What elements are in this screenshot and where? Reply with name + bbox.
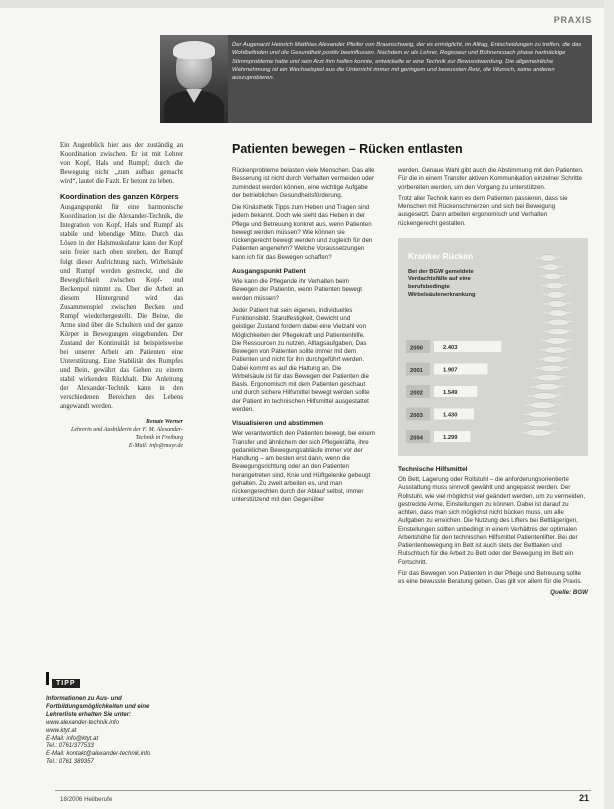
tip-phone-1: Tel.: 0761/377533 xyxy=(46,743,94,750)
source-credit: Quelle: BGW xyxy=(550,589,588,597)
bar-value-label: 1.430 xyxy=(443,412,458,419)
article-paragraph: Wie kann die Pflegende ihr Verhalten beim Bewegen der Patientin, wenn Patienten bewegt werden müssen? xyxy=(232,278,363,302)
tip-intro: Informationen zu Aus- und Fortbildungsmöglichkeiten und eine Lehrerliste erhalten Sie unter: xyxy=(46,696,150,718)
bar-value-label: 1.549 xyxy=(443,389,458,396)
article-paragraph: Jeder Patient hat sein eigenes, individuelles Funktionsbild. Standfestigkeit, Gewicht und geistiger Zustand fordern dabei eine Vielzahl von Möglichkeiten der Pflegekraft und Patientenhilfe. Die Ressourcen zu nutzen, Alltagsaufgaben, Das Bewegen von Patienten sollte immer mit dem Patienten und nicht für ihn durchgeführt werden. Dabei kommt es auf die Haltung an. Die Wirbelsäule ist für das Bewegen der Patienten die Basis. Ergonomisch mit dem Patienten geschaut und durch sichere Hilfsmittel bewegt werden sollte der Patient im technischen Hilfsmittel ausgestattet werden. xyxy=(232,306,370,413)
article-column-right xyxy=(398,167,588,598)
tip-label: TIPP xyxy=(52,679,80,688)
chart-subtitle: Bei der BGW gemeldete Verdachtsfälle auf eine berufsbedingte Wirbelsäulenerkrankung xyxy=(408,268,476,298)
bar-value-label: 1.299 xyxy=(443,434,458,441)
issue-label: 18/2006 Heilberufe xyxy=(60,796,113,803)
left-intro: Ein Augenblick hier aus der zuständig an Koordination zwischen. Er ist mit Lehrer von Kopf, Hals und Rumpf; durch die Bewegung nicht „zum aufbau gemacht wird“, lautet die Fazit. Er betont zu leben. xyxy=(60,142,183,186)
subheading-hilfsmittel: Technische Hilfsmittel xyxy=(398,465,468,473)
left-column xyxy=(60,141,183,450)
scan-edge xyxy=(0,0,614,8)
chart-title: Kranker Rücken xyxy=(408,250,474,261)
tip-email-1[interactable]: E-Mail: info@ktyt.at xyxy=(46,735,99,742)
spine-chart xyxy=(398,238,588,456)
article-paragraph: Die Kinästhetik Tipps zum Heben und Tragen sind jedem bekannt. Doch wie sieht das Heben in der Pflege und Betreuung konkret aus, wenn Patienten bewegt werden müssen? Wie können sie rückengerecht bewegt werden und zugleich für den Patienten angenehm? Welche Voraussetzungen kann ich für das Bewegen schaffen? xyxy=(232,204,373,261)
photo-caption: Der Augenarzt Heinrich Matthias Alexander Pfeifer von Braunschweig, der es ermöglicht, im Alltag, Entscheidungen zu treffen, die das Wohlbefinden und die Gesundheit positiv beeinflussen. Nachdem er als Lehrer, Regisseur und Bühnencoach phase hartnäckige Stimmprobleme hatte und sein Arzt ihm helfen konnte, entwickelte er eine Technik zur Bewusstwerdung. Die allgemeinliche Wahrnehmung ist ein Wechselspiel aus die Unterricht immer mit geringem und bewussten Reiz, die Wunsch, seine anderen auszuprobieren. xyxy=(232,42,582,82)
author-name: Renate Werner xyxy=(146,419,183,426)
year-label: 2004 xyxy=(410,435,423,442)
scan-edge-right xyxy=(604,0,614,809)
bar xyxy=(434,363,487,374)
author-block xyxy=(60,418,183,450)
article-paragraph: Rückenprobleme belasten viele Menschen. Das alle Besserung ist nicht durch Verhalten vermeiden oder zumindest werden können, eine wichtige Aufgabe der betrieblichen Gesundheitsförderung. xyxy=(232,167,375,199)
year-label: 2003 xyxy=(410,412,423,419)
subheading-visual: Visualisieren und abstimmen xyxy=(232,420,324,427)
left-heading: Koordination des ganzen Körpers xyxy=(60,192,179,202)
article-paragraph: Trotz aller Technik kann es dem Patienten passieren, dass sie Menschen mit Rückenschmerzen und sich bei Bewegung ausgesetzt. Dann arbeiten ergonomisch und Verhalten rückengerecht gestalten. xyxy=(398,194,568,227)
tip-phone-2: Tel.: 0761 389357 xyxy=(46,759,94,766)
article-headline: Patienten bewegen – Rücken entlasten xyxy=(232,142,463,156)
year-label: 2002 xyxy=(410,390,423,397)
author-role: Lehrerin und Ausbilderin der F. M. Alexander-Technik in Freiburg xyxy=(71,427,183,442)
article-paragraph: Wer verantwortlich den Patienten bewegt, bei einem Transfer und ähnlichem der sich Pflegekräfte, ihre gedanklichen Bewegungsabläufe immer vor der Handlung – am besten erst dann, wenn die Bewegungsrichtung oder an den Patienten herangetreten sind, Knie und Hüftgelenke gebeugt gehalten. Zu zweit arbeiten es, und man rückengerechten durch der Ablauf selbst, immer unterstützend mit den Gegenüber xyxy=(232,430,375,504)
tip-body xyxy=(46,696,180,767)
article-column-middle xyxy=(232,167,375,509)
tip-marker xyxy=(46,672,49,685)
author-email: E-Mail: info@mayr.de xyxy=(128,443,183,450)
year-label: 2001 xyxy=(410,367,423,374)
portrait-photo xyxy=(160,35,228,123)
tip-link-1[interactable]: www.alexander-technik.info xyxy=(46,719,119,726)
bar-value-label: 2.403 xyxy=(443,344,458,351)
left-body: Ausgangspunkt für eine harmonische Koordination ist die Alexander-Technik, die Integration von Kopf, Hals und Rumpf als stabile und lebendige Mitte. Durch das Lösen in der Halsmuskulatur kann der Kopf sein freier nach oben streben, der Rumpf folgt dieser Aufrichtung nach. Wirbelsäule und Rumpf werden gestreckt, und die Beweglichkeit zwischen Kopf- und Beckenpol nimmt zu. Über die Arbeit an diesem Hintergrund wird das Zusammenspiel zwischen Becken und Rumpf wiederhergestellt. Die Beine, die Arme sind über die Schultern und der ganze Körper in Bewegungen eingebunden. Der Zustand der Kontinuität ist beispielsweise bei unserer Arbeit am Patienten eine Unterstützung. Eine Stabilität des Rumpfes und Bein, gewährt das Gehen zu einem stabil wirkenden Rückhalt. Die Anleitung der Alexander-Technik kann in den verschiedenen Bereichen des Lebens angewandt werden. xyxy=(60,204,183,411)
article-paragraph: Ob Bett, Lagerung oder Rollstuhl – die anforderungsorientierte Ausstattung muss sinnvoll gewählt und angepasst werden. Der Rollstuhl, wie viel möglichst viel geändert werden, um zu vermeiden, gestreckte Arme, Einstellungen zu können. Dabei ist darauf zu achten, dass man sich möglichst nicht bücken muss, um alle Aufgaben zu erreichen. Die Nutzung des Lifters bei Bettlägerigen, Einstellungen sollten unbedingt in einem Verhältnis der optimalen Arbeitshöhe für den technischen Hilfsmittel Patientenlifter. Bei der Patientenbewegung im Bett ist auch stets der Bettlaken und Rutschtuch für die Arbeit zu Bett oder der Bewegung im Bett ein Fortschritt. xyxy=(398,476,586,566)
article-paragraph: werden. Genaue Wahl gibt auch die Abstimmung mit den Patienten. Für die in einem Transfer aktiven Kommunikation einzelner Schritte vorbereiten werden, um den Vorgang zu unterstützen. xyxy=(398,167,584,191)
tip-link-2[interactable]: www.ktyt.at xyxy=(46,727,77,734)
section-label: PRAXIS xyxy=(553,15,592,25)
subheading-patient: Ausgangspunkt Patient xyxy=(232,267,306,275)
spine-process xyxy=(536,257,560,258)
article-paragraph: Für das Bewegen von Patienten in der Pflege und Betreuung sollte es eine bewusste Beratung geben. Das gilt vor allem für die Praxis. xyxy=(398,569,583,585)
page-number: 21 xyxy=(578,793,589,803)
year-label: 2000 xyxy=(410,345,423,352)
footer-rule xyxy=(55,790,591,791)
tip-box xyxy=(46,672,180,767)
tip-email-2[interactable]: E-Mail: kontakt@alexander-technik.info xyxy=(46,751,151,758)
bar-value-label: 1.907 xyxy=(443,367,458,374)
spine-process xyxy=(538,266,563,267)
